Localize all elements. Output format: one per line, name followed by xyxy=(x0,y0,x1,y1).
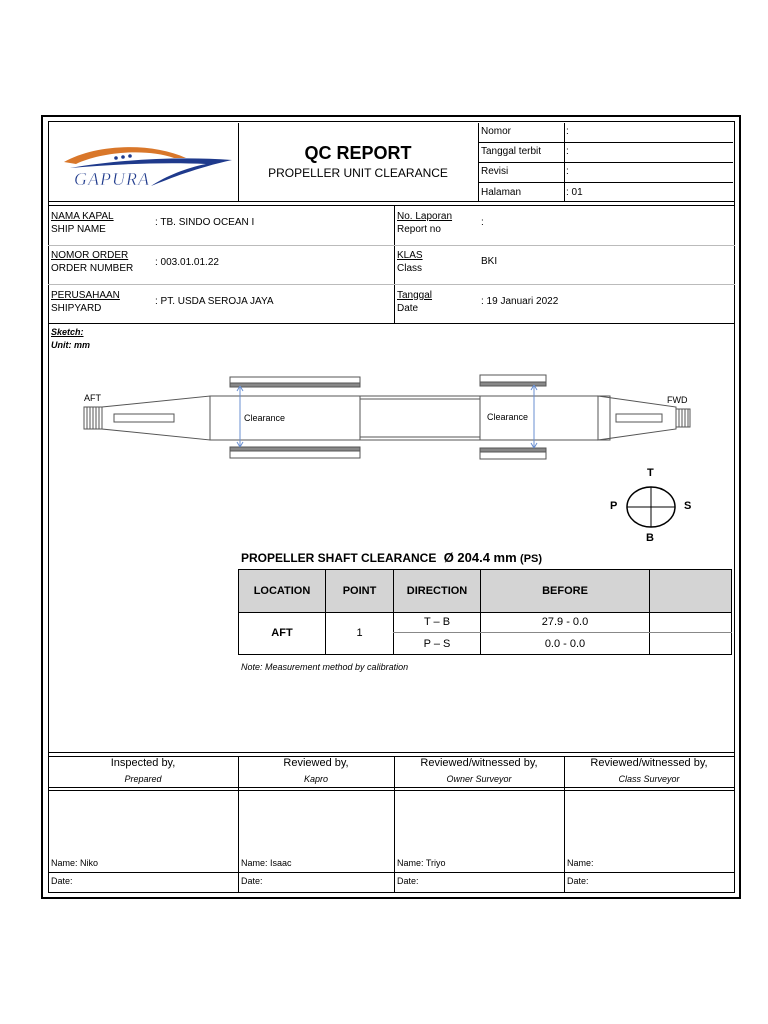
signature-title-class: Reviewed/witnessed by, xyxy=(590,757,708,769)
location-cell: AFT xyxy=(271,627,293,639)
date-label-en: Date xyxy=(397,303,419,314)
signature-name-class: Name: xyxy=(567,858,594,868)
order-number-value: : 003.01.01.22 xyxy=(155,257,219,268)
meta-value-tanggal-terbit: : xyxy=(566,146,569,157)
signature-title-reviewed: Reviewed by, xyxy=(283,757,349,769)
meta-label-revisi: Revisi xyxy=(481,166,509,177)
meta-value-revisi: : xyxy=(566,166,569,177)
shaft-sketch xyxy=(80,370,700,470)
signature-title-owner: Reviewed/witnessed by, xyxy=(420,757,538,769)
clearance-heading xyxy=(241,550,542,565)
compass-port-label: P xyxy=(610,500,618,512)
shipyard-label-id: PERUSAHAAN xyxy=(51,290,120,301)
measurement-note: Note: Measurement method by calibration xyxy=(241,662,409,672)
direction-cell-tb: T – B xyxy=(423,616,451,628)
unit-label: Unit: mm xyxy=(51,340,90,350)
class-label-id: KLAS xyxy=(397,250,423,261)
column-header-point: POINT xyxy=(342,584,377,597)
logo-text: GAPURA xyxy=(74,169,150,189)
ps-label: (PS) xyxy=(520,553,543,565)
order-number-label-id: NOMOR ORDER xyxy=(51,250,129,261)
report-title: QC REPORT xyxy=(304,143,412,163)
signature-date-class: Date: xyxy=(567,876,589,886)
signature-role-class-surveyor: Class Surveyor xyxy=(618,774,680,784)
direction-cell-ps: P – S xyxy=(423,637,451,650)
report-subtitle: PROPELLER UNIT CLEARANCE xyxy=(268,166,448,180)
ship-name-label-id: NAMA KAPAL xyxy=(51,211,114,222)
signature-title-inspected: Inspected by, xyxy=(110,757,176,769)
ship-name-label-en: SHIP NAME xyxy=(51,224,106,235)
signature-role-prepared: Prepared xyxy=(124,774,162,784)
meta-label-tanggal-terbit: Tanggal terbit xyxy=(481,146,542,157)
company-logo xyxy=(56,134,236,194)
column-header-location: LOCATION xyxy=(253,584,311,597)
signature-date-niko: Date: xyxy=(51,876,73,886)
meta-value-nomor: : xyxy=(566,126,569,137)
date-value: : 19 Januari 2022 xyxy=(481,296,559,307)
date-label-id: Tanggal xyxy=(397,290,433,301)
before-cell-ps: 0.0 - 0.0 xyxy=(544,637,586,650)
column-header-before: BEFORE xyxy=(542,584,588,597)
fwd-label: FWD xyxy=(667,395,688,405)
signature-name-isaac: Name: Isaac xyxy=(241,858,292,868)
meta-label-nomor: Nomor xyxy=(481,126,512,137)
signature-date-triyo: Date: xyxy=(397,876,419,886)
ship-name-value: : TB. SINDO OCEAN I xyxy=(155,217,255,228)
shipyard-label-en: SHIPYARD xyxy=(51,303,102,314)
compass-starboard-label: S xyxy=(684,500,692,512)
shaft-diameter: Ø 204.4 mm xyxy=(443,550,517,565)
shipyard-value: : PT. USDA SEROJA JAYA xyxy=(155,296,274,307)
compass-bottom-label: B xyxy=(646,532,654,544)
aft-label: AFT xyxy=(84,393,101,403)
column-header-direction: DIRECTION xyxy=(406,584,468,597)
sketch-label: Sketch: xyxy=(51,327,84,337)
signature-date-isaac: Date: xyxy=(241,876,263,886)
class-label-en: Class xyxy=(397,263,423,274)
signature-name-niko: Name: Niko xyxy=(51,858,99,868)
report-no-label-id: No. Laporan xyxy=(397,211,453,222)
report-no-value: : xyxy=(481,217,484,228)
meta-value-halaman: : 01 xyxy=(566,187,583,198)
clearance-label-right: Clearance xyxy=(487,412,529,422)
order-number-label-en: ORDER NUMBER xyxy=(51,263,134,274)
signature-role-kapro: Kapro xyxy=(303,774,329,784)
direction-compass xyxy=(622,482,680,532)
before-cell-tb: 27.9 - 0.0 xyxy=(541,616,589,628)
meta-label-halaman: Halaman xyxy=(481,187,522,198)
report-no-label-en: Report no xyxy=(397,224,441,235)
column-header-after xyxy=(650,570,732,611)
compass-top-label: T xyxy=(647,467,654,479)
signature-name-triyo: Name: Triyo xyxy=(397,858,446,868)
point-cell: 1 xyxy=(356,627,363,639)
signature-role-owner-surveyor: Owner Surveyor xyxy=(446,774,512,784)
class-value: BKI xyxy=(481,256,498,267)
clearance-heading-text: PROPELLER SHAFT CLEARANCE xyxy=(241,551,437,565)
clearance-label-left: Clearance xyxy=(244,413,286,423)
